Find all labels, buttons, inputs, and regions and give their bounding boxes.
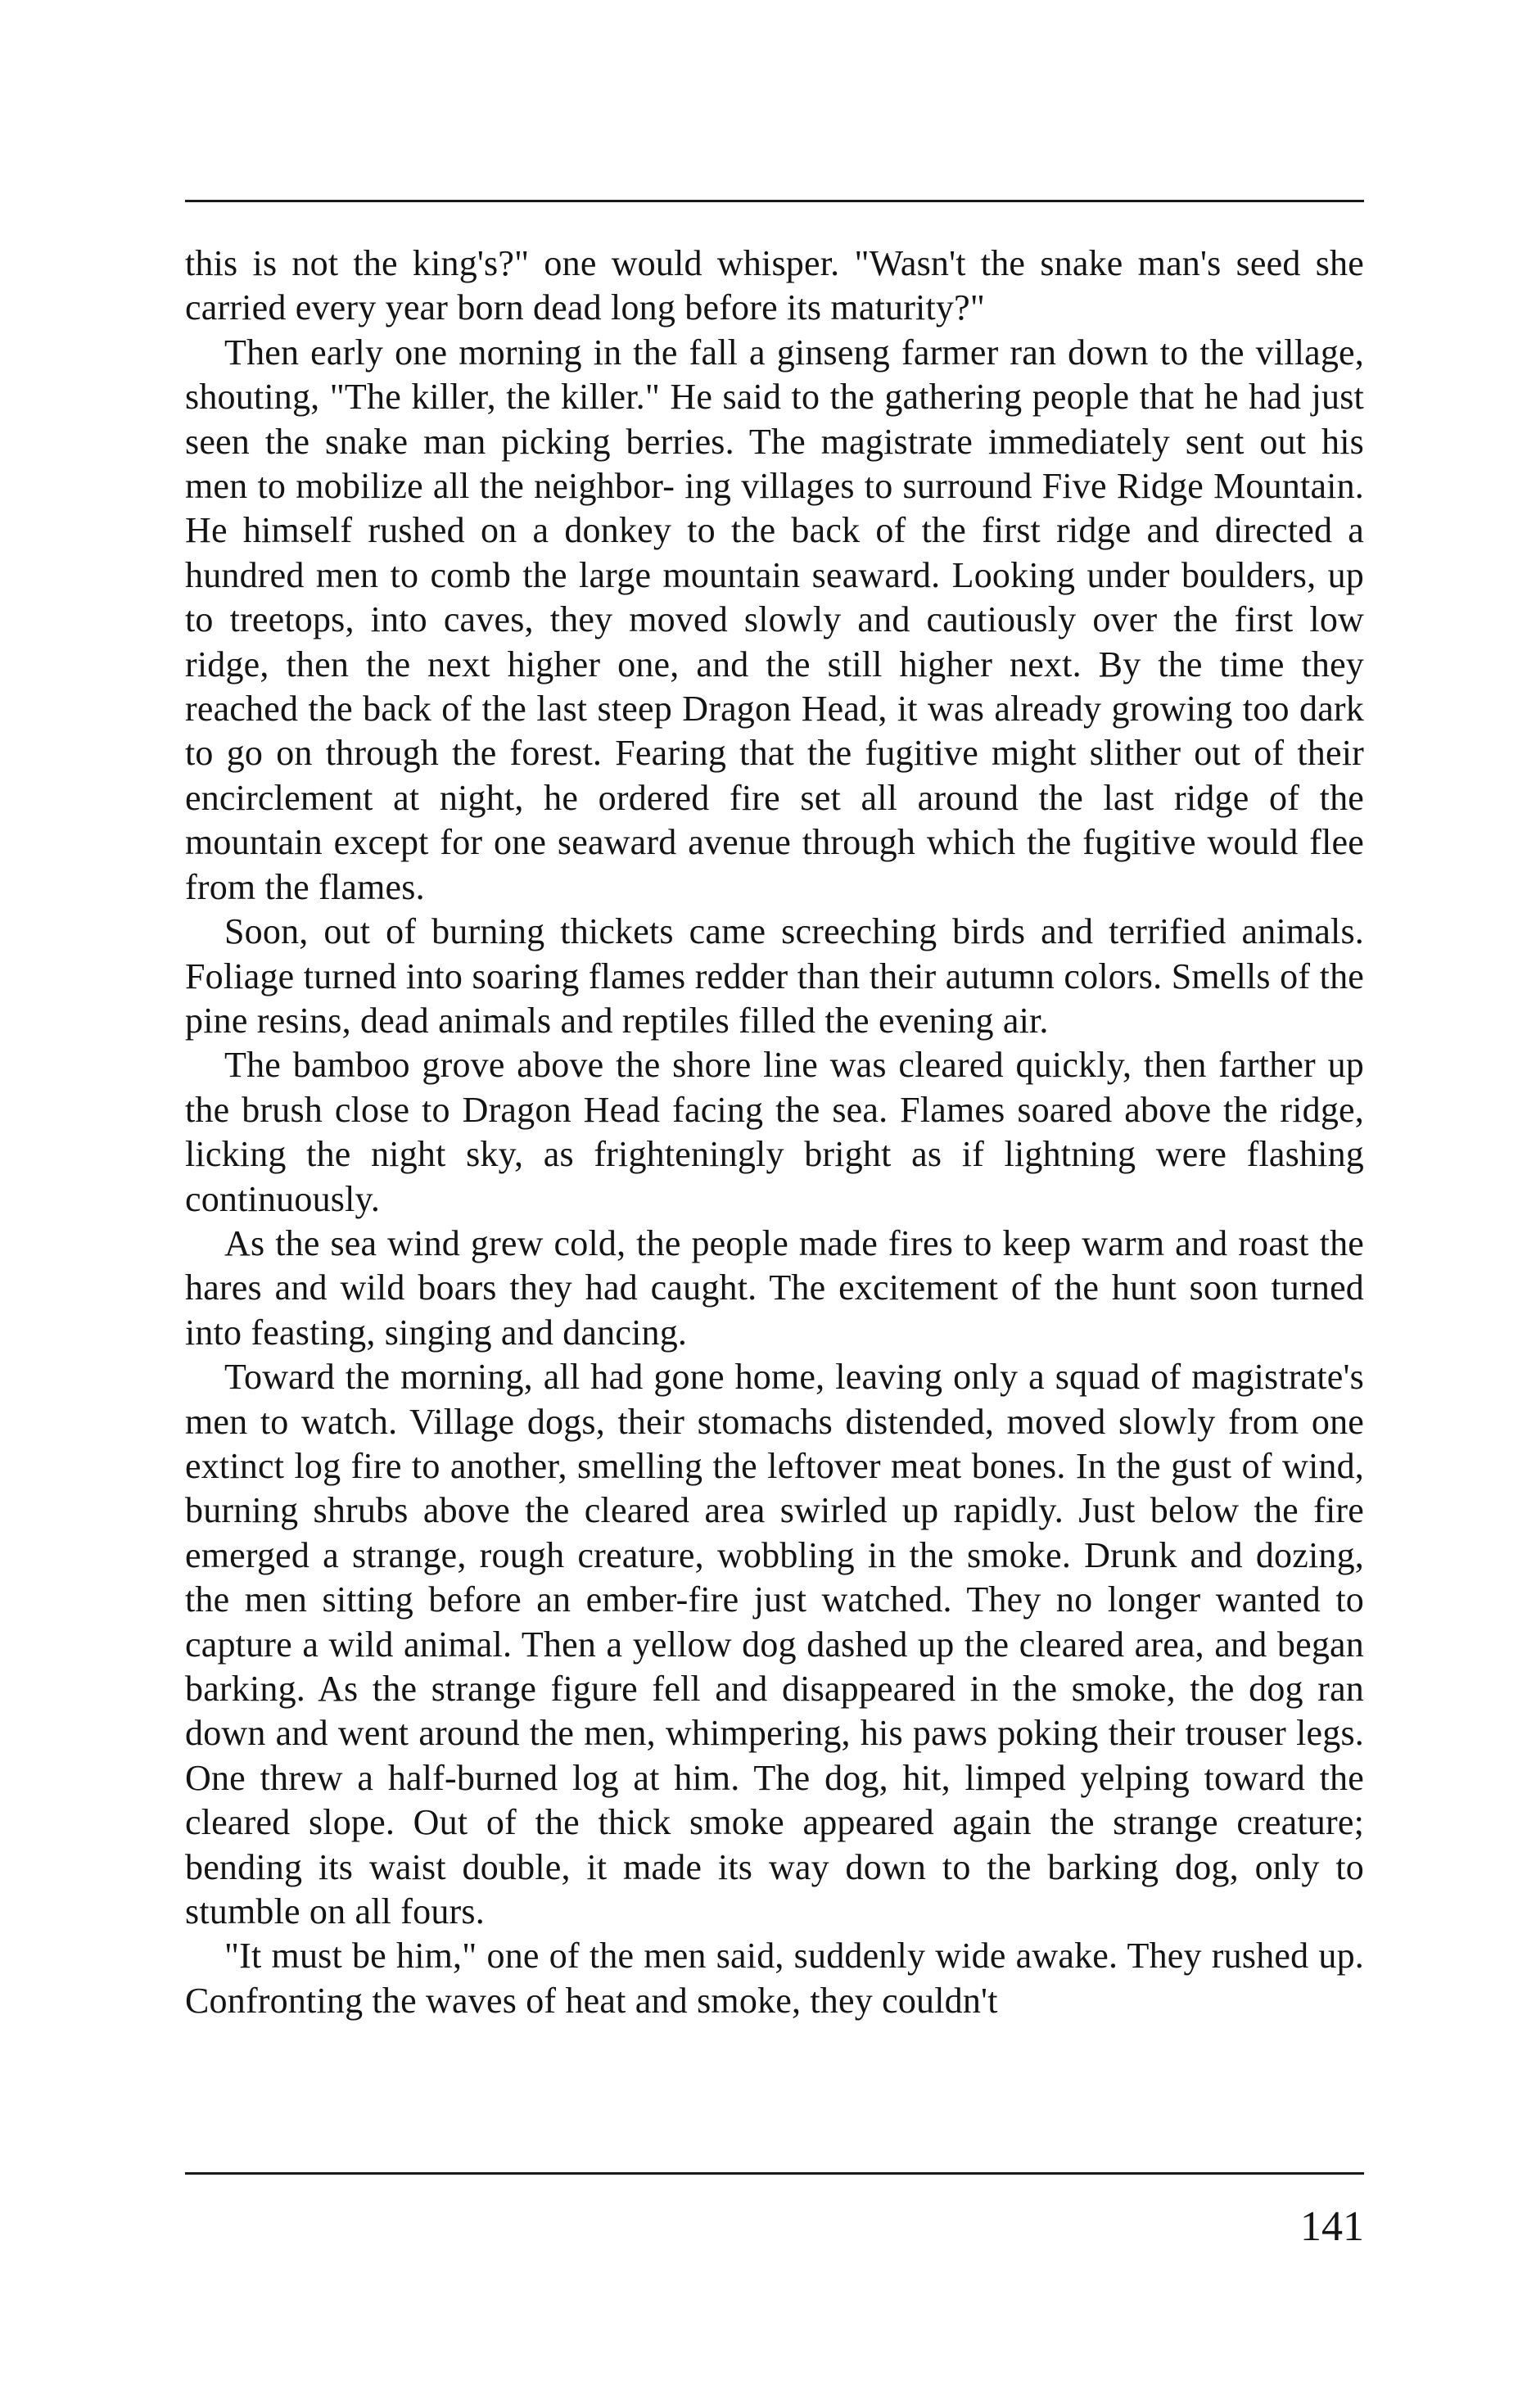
paragraph: The bamboo grove above the shore line was cleared quickly, then farther up the brush close to Dragon Head facing the sea. Flames soared above the ridge, licking the night sky, as frighteningly bright as if lightning were flashing continuously.: [185, 1045, 1364, 1219]
paragraph: Soon, out of burning thickets came screeching birds and terrified animals. Foliage turned into soaring flames redder than their autumn colors. Smells of the pine resins, dead animals and reptiles filled the evening air.: [185, 911, 1364, 1041]
body-text: [185, 242, 1364, 2023]
bottom-rule: [185, 2172, 1364, 2175]
paragraph: Toward the morning, all had gone home, leaving only a squad of magistrate's men to watch. Village dogs, their stomachs distended, moved slowly from one extinct log fire to another, smelling the leftover meat bones. In the gust of wind, burning shrubs above the cleared area swirled up rapidly. Just below the fire emerged a strange, rough creature, wobbling in the smoke. Drunk and dozing, the men sitting before an ember-fire just watched. They no longer wanted to capture a wild animal. Then a yellow dog dashed up the cleared area, and began barking. As the strange figure fell and disappeared in the smoke, the dog ran down and went around the men, whimpering, his paws poking their trouser legs. One threw a half-burned log at him. The dog, hit, limped yelping toward the cleared slope. Out of the thick smoke appeared again the strange creature; bending its waist double, it made its way down to the barking dog, only to stumble on all fours.: [185, 1357, 1364, 1932]
paragraph: As the sea wind grew cold, the people made fires to keep warm and roast the hares and wild boars they had caught. The excitement of the hunt soon turned into feasting, singing and dancing.: [185, 1222, 1364, 1353]
page-number: 141: [1300, 2203, 1364, 2250]
top-rule: [185, 200, 1364, 202]
paragraph: "It must be him," one of the men said, suddenly wide awake. They rushed up. Confronting the waves of heat and smoke, they couldn't: [185, 1936, 1364, 2021]
paragraph: this is not the king's?" one would whisper. "Wasn't the snake man's seed she carried every year born dead long before its maturity?": [185, 243, 1364, 328]
paragraph: Then early one morning in the fall a ginseng farmer ran down to the village, shouting, "The killer, the killer." He said to the gathering people that he had just seen the snake man picking berries. The magistrate immediately sent out his men to mobilize all the neighbor- ing villages to surround Five Ridge Mountain. He himself rushed on a donkey to the back of the first ridge and directed a hundred men to comb the large mountain seaward. Looking under boulders, up to treetops, into caves, they moved slowly and cautiously over the first low ridge, then the next higher one, and the still higher next. By the time they reached the back of the last steep Dragon Head, it was already growing too dark to go on through the forest. Fearing that the fugitive might slither out of their encirclement at night, he ordered fire set all around the last ridge of the mountain except for one seaward avenue through which the fugitive would flee from the flames.: [185, 332, 1364, 907]
